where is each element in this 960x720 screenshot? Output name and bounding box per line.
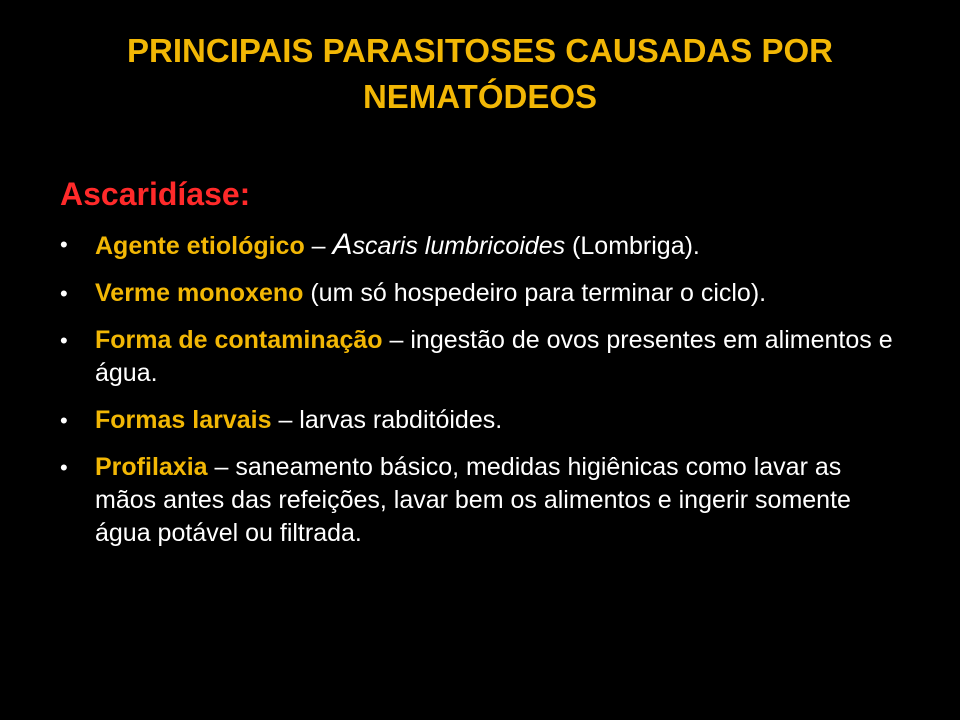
bullet-larval-forms (60, 404, 900, 437)
bullet-list (60, 228, 900, 564)
bullet-text: – larvas rabditóides. (271, 406, 503, 434)
bullet-icon: • (60, 328, 68, 353)
bullet-icon: • (60, 281, 68, 306)
bullet-text: (um só hospedeiro para terminar o ciclo). (303, 279, 767, 307)
bullet-icon: • (60, 408, 68, 433)
bullet-text: – ingestão de ovos presentes em alimentos e água. (95, 326, 893, 387)
slide-title (60, 28, 900, 120)
bullet-prophylaxis (60, 451, 900, 550)
bullet-term: Profilaxia (95, 453, 208, 481)
bullet-term: Verme monoxeno (95, 279, 304, 307)
bullet-separator: – (304, 232, 333, 260)
bullet-term: Forma de contaminação (95, 326, 383, 354)
bullet-text: (Lombriga). (565, 232, 700, 260)
bullet-contamination (60, 324, 900, 390)
bullet-icon: • (60, 455, 68, 480)
bullet-text: – saneamento básico, medidas higiênicas como lavar as mãos antes das refeições, lavar bem os alimentos e ingerir somente água potável ou filtrada. (95, 453, 851, 547)
bullet-icon: • (60, 232, 68, 257)
bullet-agent (60, 228, 900, 263)
species-name: scaris lumbricoides (352, 232, 566, 260)
section-heading: Ascaridíase: (60, 176, 251, 212)
bullet-term: Agente etiológico (95, 232, 305, 260)
species-initial: A (332, 228, 353, 261)
bullet-term: Formas larvais (95, 406, 272, 434)
slide-title-line-2: NEMATÓDEOS (362, 78, 598, 115)
slide-title-line-1: PRINCIPAIS PARASITOSES CAUSADAS POR (127, 32, 833, 69)
bullet-monoxeno (60, 277, 900, 310)
